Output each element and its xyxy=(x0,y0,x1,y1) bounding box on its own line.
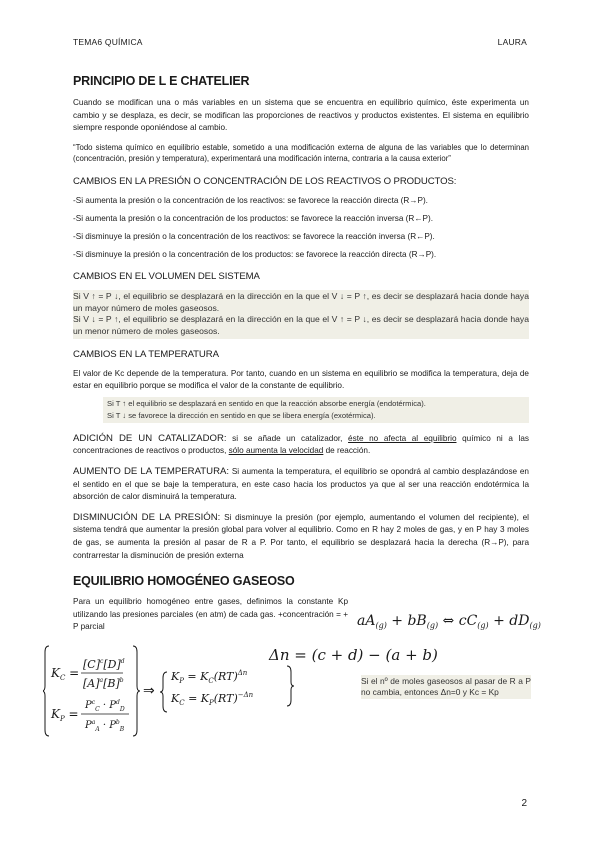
section-title-le-chatelier: PRINCIPIO DE L E CHATELIER xyxy=(73,74,250,88)
svg-text:⇒: ⇒ xyxy=(143,682,155,699)
pressure-decrease-lead: DISMINUCIÓN DE LA PRESIÓN: xyxy=(73,511,221,523)
list-item: -Si aumenta la presión o la concentración de los productos: se favorece la reacción inversa (R←P). xyxy=(73,214,433,224)
temperature-scanned-block xyxy=(103,397,529,423)
reaction-equation xyxy=(357,608,547,632)
svg-text:[C]c[D]d: $[C]^c[D]^d$ xyxy=(83,657,125,671)
pressure-decrease-paragraph xyxy=(73,512,529,562)
list-item: -Si disminuye la presión o la concentración de los productos: se favorece la reacción directa (R→P). xyxy=(73,250,437,260)
temperature-line-2: Si T ↓ se favorece la dirección en sentido en que se libera energía (exotérmica). xyxy=(107,410,376,420)
header-author: LAURA xyxy=(497,37,527,47)
pressure-concentration-list xyxy=(73,195,529,261)
kp-kc-relations xyxy=(169,660,319,720)
catalyst-lead: ADICIÓN DE UN CATALIZADOR: xyxy=(73,432,227,444)
svg-text:PaA · PbB: $P^a_A \cdot P^b_B$ xyxy=(85,718,125,733)
page-number: 2 xyxy=(521,798,527,809)
catalyst-underline-1: éste no afecta al equilibrio xyxy=(348,433,457,443)
svg-text:KC =: $K_C$ = xyxy=(51,665,80,682)
svg-text:KP =: $K_P$ = xyxy=(51,706,79,723)
page-content xyxy=(51,60,541,734)
svg-text:[A]a[B]b: $[A]^a[B]^b$ xyxy=(83,676,124,690)
catalyst-text-3: de reacción. xyxy=(323,446,371,456)
temperature-increase-paragraph xyxy=(73,466,529,504)
list-item: -Si disminuye la presión o la concentración de los reactivos: se favorece la reacción inversa (R←P). xyxy=(73,232,435,242)
volume-scanned-block xyxy=(73,290,529,338)
catalyst-underline-2: sólo aumenta la velocidad xyxy=(228,446,324,456)
svg-text:KC = KP(RT)−Δn: $K_C = K_P(RT)^{-\Delta n}$ xyxy=(171,690,254,707)
catalyst-paragraph xyxy=(73,433,529,458)
svg-text:PcC · PdD: $P^c_C \cdot P^d_D$ xyxy=(85,698,125,713)
catalyst-text-2: químico ni a las concentraciones de reactivos o productos, xyxy=(73,433,529,456)
svg-text:KP = KC(RT)Δn: $K_P = K_C(RT)^{\Delta n}$ xyxy=(171,668,248,685)
kc-kp-note xyxy=(361,675,531,699)
delta-n-formula: Δn = (c + d) − (a + b) xyxy=(269,645,438,664)
volume-line-1: Si V ↑ = P ↓, el equilibrio se desplazará en la dirección en la que el V ↓ = P ↑, es decir se desplazará hacia donde haya un mayor número de moles gaseosos. xyxy=(73,291,529,313)
section-title-pressure-concentration: CAMBIOS EN LA PRESIÓN O CONCENTRACIÓN DE LOS REACTIVOS O PRODUCTOS: xyxy=(73,176,457,188)
temperature-line-1: Si T ↑ el equilibrio se desplazará en sentido en que la reacción absorbe energía (endotérmica). xyxy=(107,398,426,408)
section-title-gas-equilibrium: EQUILIBRIO HOMOGÉNEO GASEOSO xyxy=(73,574,295,589)
volume-line-2: Si V ↓ = P ↑, el equilibrio se desplazará en la dirección en la que el V ↑ = P ↓, es decir se desplazará hacia donde haya un menor número de moles gaseosos. xyxy=(73,314,529,336)
svg-text:aA(g) + bB(g) ⇔ cC(g) + dD(g): $aA_{(g)} + bB_{(g)}$ ⇔ $cC_{(g)} + dD_{(g)}$ xyxy=(357,612,541,630)
temperature-paragraph: El valor de Kc depende de la temperatura. Por tanto, cuando en un sistema en equilibrio se modifica la temperatura, deja de estar en equilibrio porque se modifica el valor de la constante de equilibrio. xyxy=(73,368,529,391)
principle-quote: “Todo sistema químico en equilibrio estable, sometido a una modificación externa de alguna de las variables que lo determinan (concentración, presión y temperatura), experimentará una modificación interna, contraria a la causa exterior” xyxy=(73,142,529,163)
section-title-temperature: CAMBIOS EN LA TEMPERATURA xyxy=(73,348,219,360)
catalyst-text-1: si se añade un catalizador, xyxy=(226,433,349,443)
section-title-volume: CAMBIOS EN EL VOLUMEN DEL SISTEMA xyxy=(73,271,260,283)
intro-paragraph: Cuando se modifican una o más variables en un sistema que se encuentra en equilibrio químico, éste experimenta un cambio y se desplaza, es decir, se modifican las proporciones de reactivos y productos existentes. El sistema en equilibrio siempre responde oponiéndose al cambio. xyxy=(73,98,529,133)
pressure-decrease-text: Si disminuye la presión (por ejemplo, aumentando el volumen del recipiente), el sistema tendrá que aumentar la presión global para volver al equilibrio. Como en R hay 2 moles de gas, y en P hay 3 moles de gas, se aumenta la presión al pasar de R a P. Por tanto, el equilibrio se desplazará hacia la derecha (R→P), para contrarrestar la disminución de presión externa xyxy=(73,512,530,560)
gas-equilibrium-paragraph: Para un equilibrio homogéneo entre gases, definimos la constante Kp utilizando las presiones parciales (en atm) de cada gas. +concentración = + P parcial xyxy=(73,597,348,632)
header-subject: TEMA6 QUÍMICA xyxy=(73,37,143,47)
list-item: -Si aumenta la presión o la concentración de los reactivos: se favorece la reacción directa (R→P). xyxy=(73,196,428,206)
temperature-increase-text: Si aumenta la temperatura, el equilibrio se opondrá al cambio desplazándose en el sentido en el que se baje la temperatura, en este caso hacia los productos ya que al ser una reacción endotérmica la absorción de calor disminuirá la temperatura. xyxy=(73,466,529,502)
temperature-increase-lead: AUMENTO DE LA TEMPERATURA: xyxy=(73,465,230,477)
kc-kp-note-text: Si el nº de moles gaseosos al pasar de R a P no cambia, entonces Δn=0 y Kc = Kp xyxy=(361,675,531,697)
